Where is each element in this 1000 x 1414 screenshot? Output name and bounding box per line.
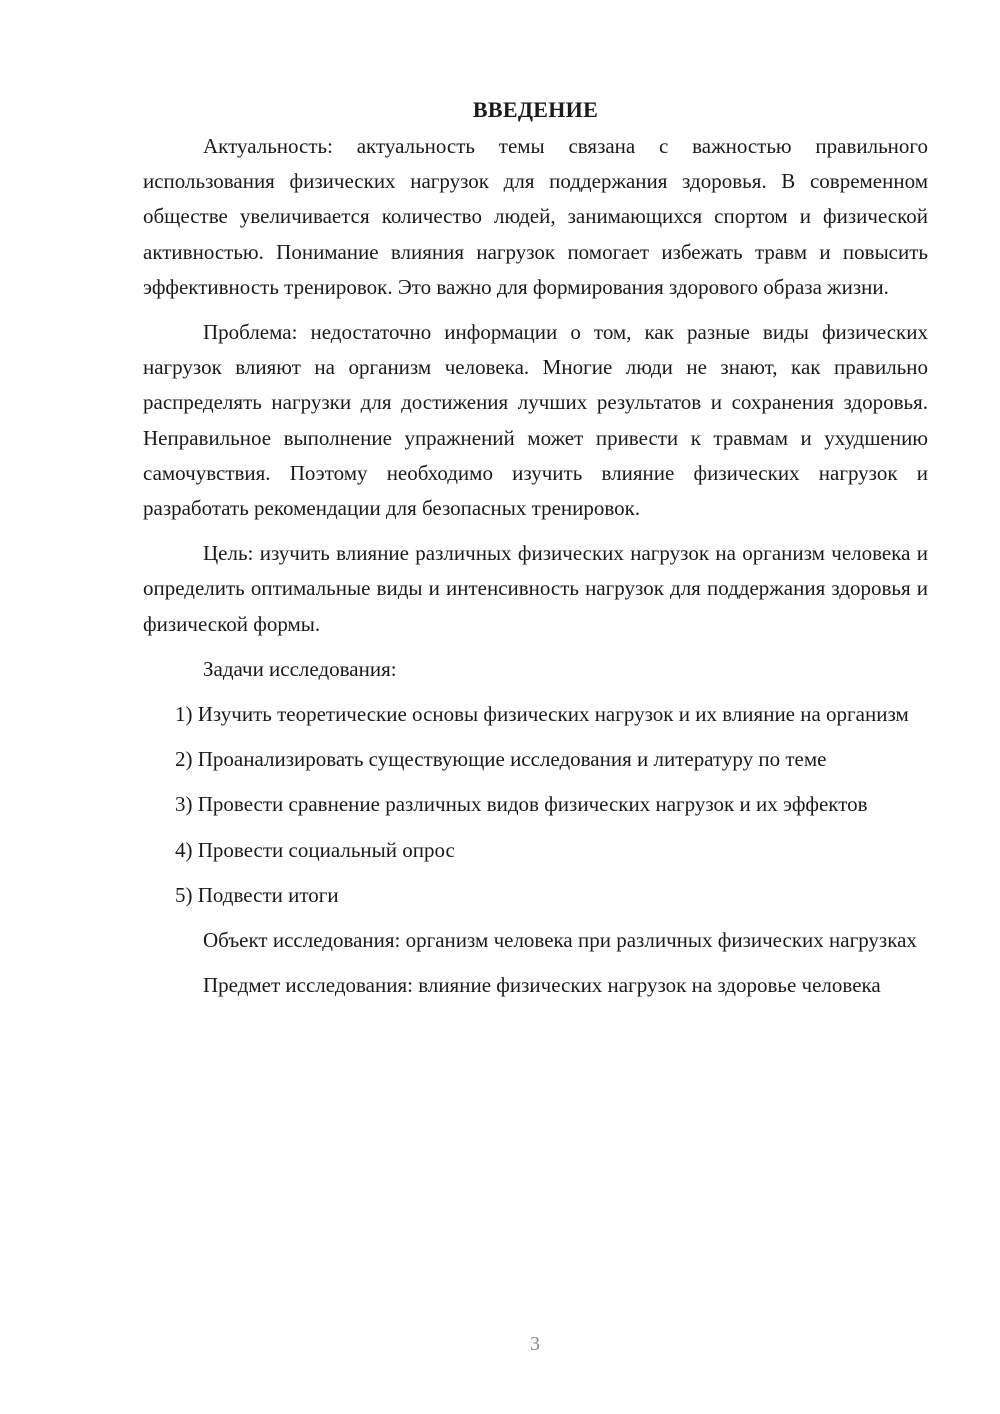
page-number: 3 xyxy=(530,1333,540,1355)
paragraph-object: Объект исследования: организм человека при различных физических нагрузках xyxy=(203,928,917,953)
list-item: 2) Проанализировать существующие исследования и литературу по теме xyxy=(175,747,827,772)
document-page xyxy=(143,92,928,1013)
tasks-list xyxy=(143,697,928,913)
paragraph-problem: Проблема: недостаточно информации о том, как разные виды физических нагрузок влияют на организм человека. Многие люди не знают, как правильно распределять нагрузки для достижения лучших результатов и сохранения здоровья. Неправильное выполнение упражнений может привести к травмам и ухудшению самочувствия. Поэтому необходимо изучить влияние физических нагрузок и разработать рекомендации для безопасных тренировок. xyxy=(143,320,928,521)
list-item: 3) Провести сравнение различных видов физических нагрузок и их эффектов xyxy=(175,792,868,817)
tasks-heading: Задачи исследования: xyxy=(203,656,397,681)
paragraph-relevance: Актуальность: актуальность темы связана с важностью правильного использования физических нагрузок для поддержания здоровья. В современном обществе увеличивается количество людей, занимающихся спортом и физической активностью. Понимание влияния нагрузок помогает избежать травм и повысить эффективность тренировок. Это важно для формирования здорового образа жизни. xyxy=(143,134,928,299)
paragraph-goal: Цель: изучить влияние различных физических нагрузок на организм человека и определить оптимальные виды и интенсивность нагрузок для поддержания здоровья и физической формы. xyxy=(143,541,928,636)
section-title: ВВЕДЕНИЕ xyxy=(472,97,599,122)
list-item: 1) Изучить теоретические основы физических нагрузок и их влияние на организм xyxy=(175,702,909,727)
paragraph-subject: Предмет исследования: влияние физических нагрузок на здоровье человека xyxy=(203,973,881,998)
list-item: 4) Провести социальный опрос xyxy=(175,837,455,862)
list-item: 5) Подвести итоги xyxy=(175,882,339,907)
